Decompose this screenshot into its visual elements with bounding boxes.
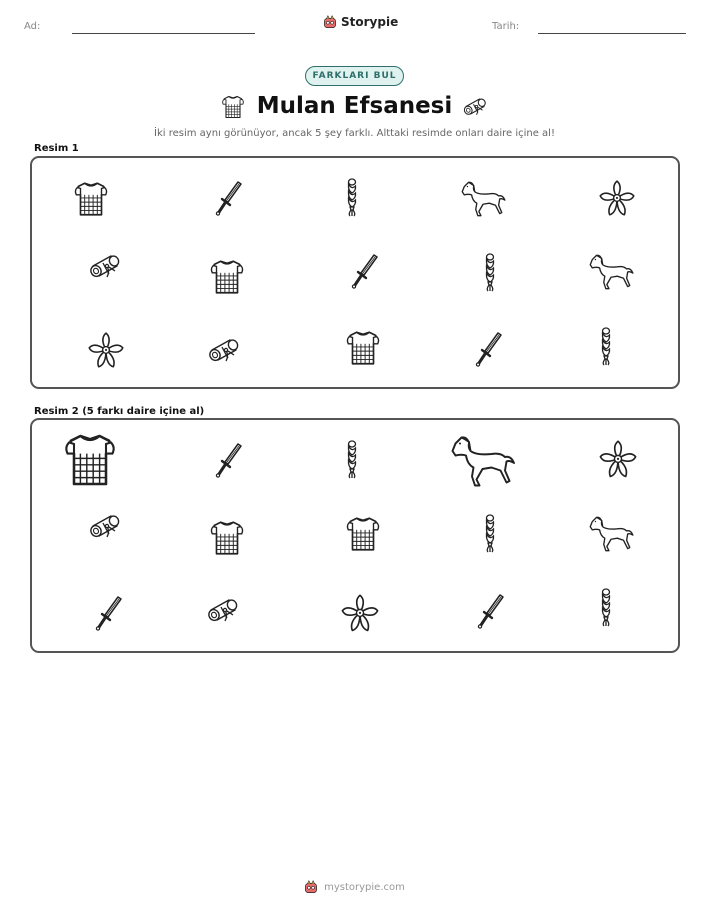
- sword-icon: [344, 246, 384, 296]
- scroll-icon: [82, 248, 128, 288]
- scroll-icon: [200, 592, 246, 632]
- picture-2-panel: [30, 418, 680, 653]
- flower-icon: [596, 438, 640, 482]
- name-field[interactable]: [72, 33, 255, 34]
- armor-icon: [58, 428, 122, 492]
- sword-icon: [208, 174, 248, 222]
- sword-icon: [88, 588, 128, 638]
- braid-icon: [470, 506, 510, 560]
- braid-icon: [332, 172, 372, 222]
- horse-icon: [584, 512, 636, 554]
- scroll-icon: [202, 332, 246, 372]
- scroll-icon: [82, 508, 128, 548]
- picture-1-panel: [30, 156, 680, 389]
- braid-icon: [470, 246, 510, 298]
- armor-icon: [206, 516, 248, 560]
- braid-icon: [586, 319, 626, 373]
- instructions: İki resim aynı görünüyor, ancak 5 şey farklı. Alttaki resimde onları daire içine al!: [154, 128, 555, 139]
- flower-icon: [596, 178, 638, 220]
- armor-icon: [206, 255, 248, 299]
- sword-icon: [208, 436, 248, 484]
- find-differences-badge: FARKLARI BUL: [305, 66, 404, 86]
- armor-icon: [342, 512, 384, 556]
- footer-site[interactable]: mystorypie.com: [324, 881, 405, 893]
- footer: [0, 880, 709, 894]
- flower-icon: [85, 330, 127, 372]
- sword-icon: [470, 586, 510, 636]
- page-title: Mulan Efsanesi: [256, 93, 453, 119]
- storypie-logo-icon: [304, 880, 318, 894]
- date-label: Tarih:: [492, 21, 520, 32]
- name-label: Ad:: [24, 21, 41, 32]
- brand-name: Storypie: [341, 15, 399, 29]
- sword-icon: [468, 324, 508, 374]
- brand: [323, 15, 398, 29]
- picture-2-label: Resim 2 (5 farkı daire içine al): [34, 406, 205, 417]
- horse-icon: [456, 177, 508, 219]
- horse-icon: [443, 430, 519, 490]
- storypie-logo-icon: [323, 15, 337, 29]
- armor-icon: [342, 326, 384, 370]
- braid-icon: [332, 434, 372, 484]
- armor-icon: [70, 178, 112, 220]
- braid-icon: [586, 580, 626, 634]
- flower-icon: [338, 592, 382, 636]
- date-field[interactable]: [538, 33, 686, 34]
- horse-icon: [584, 250, 636, 292]
- picture-1-label: Resim 1: [34, 143, 79, 154]
- scroll-icon: [460, 93, 490, 123]
